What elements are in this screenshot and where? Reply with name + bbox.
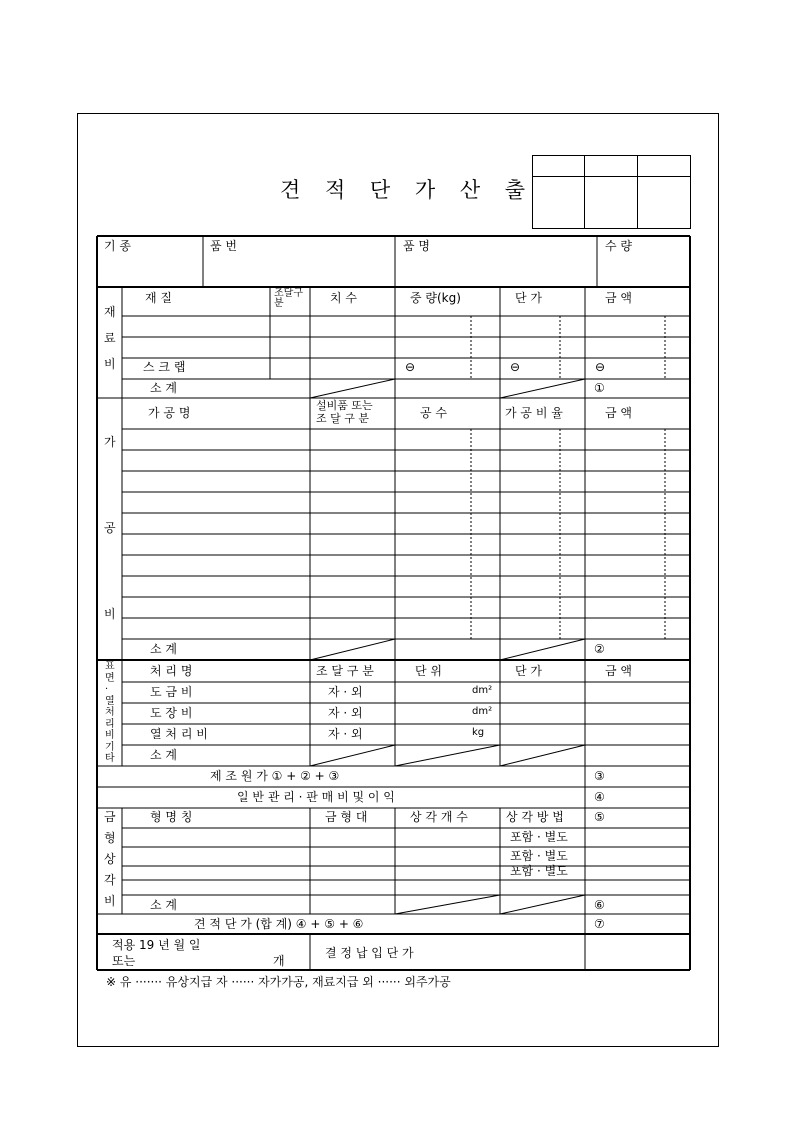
material-col-price: 단 가	[515, 291, 542, 305]
overhead-mark: ④	[594, 790, 605, 804]
surface-row-name: 도 장 비	[150, 706, 193, 720]
header-part-name-label: 품 명	[403, 239, 430, 253]
surface-section-char: 열	[105, 695, 115, 707]
surface-row-supply: 자 · 외	[328, 727, 363, 741]
estimate-label: 견 적 단 가 (합 계) ④ + ⑤ + ⑥	[194, 917, 364, 931]
surface-section-char: ·	[105, 684, 109, 695]
mold-section-char: 비	[104, 894, 116, 908]
mold-col-name: 형 명 칭	[150, 810, 193, 824]
material-col-dim: 치 수	[330, 291, 357, 305]
material-section-char: 재	[104, 305, 116, 319]
surface-row-name: 도 금 비	[150, 685, 193, 699]
manufacturing-cost-label: 제 조 원 가 ① + ② + ③	[210, 769, 340, 783]
mold-mark: ⑥	[594, 898, 605, 912]
material-section-char: 료	[104, 331, 116, 345]
surface-row-supply: 자 · 외	[328, 706, 363, 720]
overhead-label: 일 반 관 리 · 판 매 비 및 이 익	[237, 790, 395, 804]
process-col-equip: 설비품 또는	[316, 399, 373, 412]
process-col-rate: 가 공 비 율	[505, 406, 563, 420]
footer-unit-label: 개	[273, 954, 285, 968]
surface-section-char: 타	[105, 753, 115, 764]
mold-section-char: 상	[104, 852, 116, 866]
mold-method-option: 포함 · 별도	[510, 864, 568, 878]
surface-row-unit: kg	[472, 727, 485, 738]
header-quantity-label: 수 량	[605, 239, 632, 253]
material-amount-minus: ⊖	[595, 360, 606, 374]
material-section-char: 비	[104, 357, 116, 371]
mold-subtotal-label: 소 계	[150, 898, 177, 912]
mold-method-option: 포함 · 별도	[510, 830, 568, 844]
material-col-material: 재 질	[145, 291, 172, 305]
surface-row-unit: dm²	[472, 706, 493, 717]
surface-col-price: 단 가	[515, 664, 542, 678]
material-scrap-label: 스 크 랩	[143, 360, 186, 374]
surface-col-amount: 금 액	[605, 664, 632, 678]
material-mark: ①	[594, 381, 605, 395]
surface-col-supply: 조 달 구 분	[316, 664, 374, 678]
mold-col-depr: 상 각 개 수	[410, 810, 468, 824]
surface-col-name: 처 리 명	[150, 664, 193, 678]
surface-row-supply: 자 · 외	[328, 685, 363, 699]
mold-col-method: 상 각 방 법	[506, 810, 564, 824]
material-subtotal-label: 소 계	[150, 381, 177, 395]
surface-row-name: 열 처 리 비	[150, 727, 208, 741]
surface-subtotal-label: 소 계	[150, 748, 177, 762]
process-col-name: 가 공 명	[148, 406, 191, 420]
process-mark: ②	[594, 642, 605, 656]
header-part-no-label: 품 번	[210, 239, 237, 253]
header-model-label: 기 종	[104, 239, 131, 253]
surface-section-char: 처	[105, 707, 115, 718]
material-price-minus: ⊖	[510, 360, 521, 374]
surface-col-unit: 단 위	[415, 664, 442, 678]
form-title: 견 적 단 가 산 출	[280, 178, 535, 202]
surface-row-unit: dm²	[472, 685, 493, 696]
material-weight-minus: ⊖	[405, 360, 416, 374]
footer-decision-label: 결 정 납 입 단 가	[325, 946, 414, 960]
mold-header-mark: ⑤	[594, 810, 605, 824]
surface-section-char: 기	[105, 741, 115, 753]
process-col-equip2: 조 달 구 분	[316, 412, 369, 425]
process-col-count: 공 수	[420, 406, 447, 420]
legend-note: ※ 유 ······· 유상지급 자 ······ 자가가공, 재료지급 외 ······ 외주가공	[106, 975, 451, 989]
process-col-amount: 금 액	[605, 406, 632, 420]
mold-section-char: 형	[104, 831, 116, 845]
process-subtotal-label: 소 계	[150, 642, 177, 656]
material-col-amount: 금 액	[605, 291, 632, 305]
mold-col-count: 금 형 대	[325, 810, 368, 824]
mold-method-option: 포함 · 별도	[510, 849, 568, 863]
mold-section-char: 금	[104, 810, 116, 824]
material-col-supply: 조달구분	[274, 288, 303, 309]
surface-section-char: 리	[105, 718, 115, 730]
material-col-weight: 중 량(kg)	[410, 291, 461, 305]
estimate-mark: ⑦	[594, 917, 605, 931]
process-section-char: 비	[104, 607, 116, 621]
surface-section-char: 면	[105, 672, 115, 684]
surface-section-char: 비	[105, 730, 115, 741]
process-section-char: 공	[104, 521, 116, 535]
mold-section-char: 각	[104, 873, 116, 887]
surface-section-char: 표	[105, 661, 115, 672]
manufacturing-cost-mark: ③	[594, 769, 605, 783]
footer-apply-label: 적용 19 년 월 일	[112, 938, 201, 952]
process-section-char: 가	[104, 435, 116, 449]
footer-or-label: 또는	[112, 954, 136, 968]
